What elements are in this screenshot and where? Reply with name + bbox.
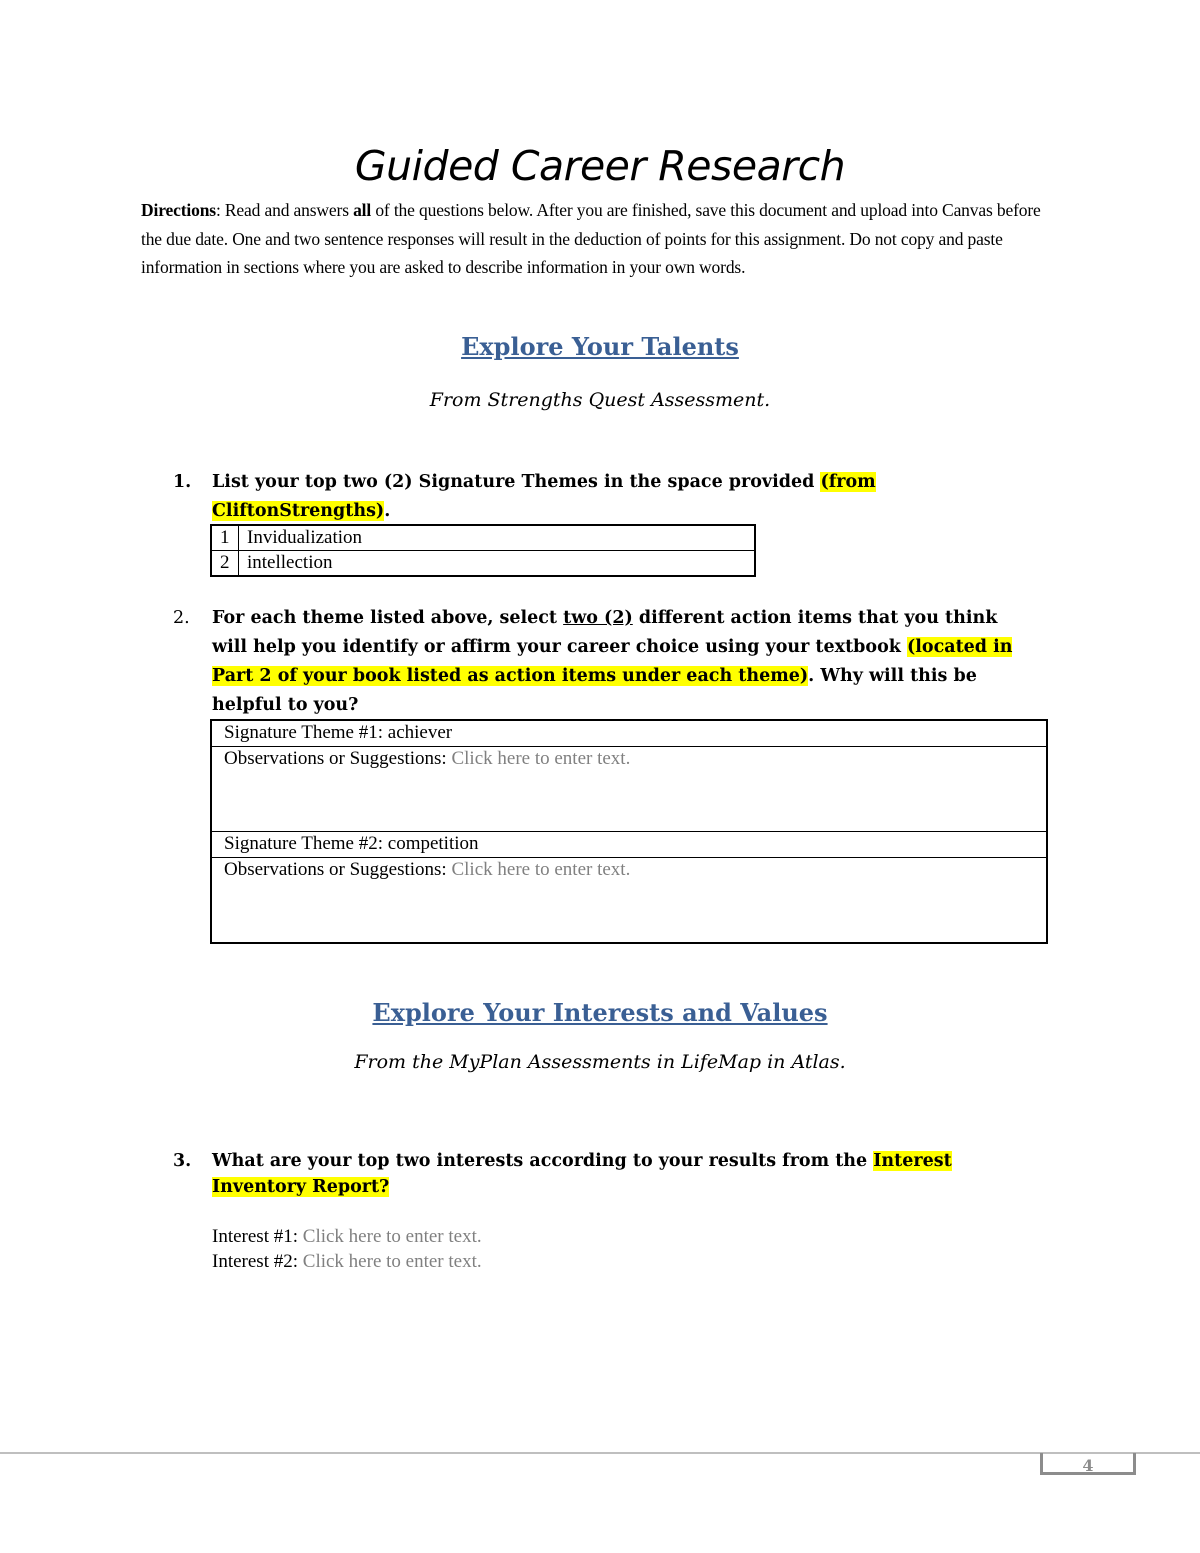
question-2-text: [212, 604, 1033, 720]
question-2-part-2: different action items that you think will help you identify or affirm your career choice using your textbook: [212, 608, 998, 657]
page-title: Guided Career Research: [354, 142, 846, 190]
signature-themes-table: [210, 524, 756, 577]
section-subheading-talents: From Strengths Quest Assessment.: [429, 389, 771, 411]
table-row: [211, 551, 755, 577]
question-2-underline: two (2): [563, 608, 633, 628]
section-heading-interests: Explore Your Interests and Values: [372, 998, 828, 1027]
question-2: [173, 604, 1033, 720]
page-number: 4: [1082, 1456, 1094, 1475]
list-item: [212, 1224, 482, 1249]
question-1-prompt: List your top two (2) Signature Themes in the space provided: [212, 472, 821, 492]
section-subheading-interests: From the MyPlan Assessments in LifeMap in Atlas.: [354, 1051, 846, 1073]
question-2-part-3: . Why will this be helpful to you?: [212, 666, 977, 715]
observations-cell-2[interactable]: [211, 858, 1047, 944]
question-3: [173, 1148, 1033, 1200]
directions-text-1: : Read and answers: [215, 200, 354, 220]
table-row: [211, 832, 1047, 858]
observations-label: Observations or Suggestions:: [224, 748, 452, 769]
theme-value-field[interactable]: Invidualization: [239, 525, 756, 551]
observations-1-input[interactable]: Click here to enter text.: [451, 748, 631, 769]
question-1-text: [212, 468, 1033, 526]
section-heading-talents: Explore Your Talents: [461, 332, 739, 361]
interest-1-input[interactable]: Click here to enter text.: [302, 1226, 482, 1247]
observations-table: [210, 719, 1048, 944]
table-row: [211, 858, 1047, 944]
question-2-number: 2.: [173, 608, 190, 628]
observations-cell-1[interactable]: [211, 747, 1047, 832]
interest-2-input[interactable]: Click here to enter text.: [302, 1251, 482, 1272]
interest-1-label: Interest #1:: [212, 1226, 303, 1247]
interests-list: [212, 1224, 482, 1274]
footer-divider: [0, 1452, 1200, 1454]
directions-bold-word: all: [353, 200, 372, 220]
question-1-highlight: (from CliftonStrengths): [212, 472, 876, 521]
question-3-text: [212, 1148, 1033, 1200]
question-1-end: .: [384, 501, 391, 521]
theme-value-field[interactable]: intellection: [239, 551, 756, 577]
directions-text-2: of the questions below. After you are finished, save this document and upload into Canvas before the due date. One and two sentence responses will result in the deduction of points for this assignment. Do not copy and paste information in sections where you are asked to describe information in your own words.: [141, 200, 1041, 278]
signature-theme-1-label: Signature Theme #1: achiever: [211, 720, 1047, 747]
signature-theme-2-label: Signature Theme #2: competition: [211, 832, 1047, 858]
question-1: [173, 468, 1033, 526]
theme-index: 1: [211, 525, 239, 551]
list-item: [212, 1249, 482, 1274]
question-3-number: 3.: [173, 1151, 192, 1171]
question-2-part-1: For each theme listed above, select: [212, 608, 564, 628]
interest-2-label: Interest #2:: [212, 1251, 303, 1272]
observations-2-input[interactable]: Click here to enter text.: [451, 859, 631, 880]
question-3-prompt: What are your top two interests according to your results from the: [212, 1151, 874, 1171]
observations-label: Observations or Suggestions:: [224, 859, 452, 880]
directions-paragraph: [141, 196, 1061, 282]
question-1-number: 1.: [173, 472, 192, 492]
directions-label: Directions: [141, 200, 216, 220]
table-row: [211, 747, 1047, 832]
table-row: [211, 525, 755, 551]
theme-index: 2: [211, 551, 239, 577]
table-row: [211, 720, 1047, 747]
question-2-highlight: (located in Part 2 of your book listed as action items under each theme): [212, 637, 1013, 686]
question-3-highlight: Interest Inventory Report?: [212, 1151, 952, 1197]
